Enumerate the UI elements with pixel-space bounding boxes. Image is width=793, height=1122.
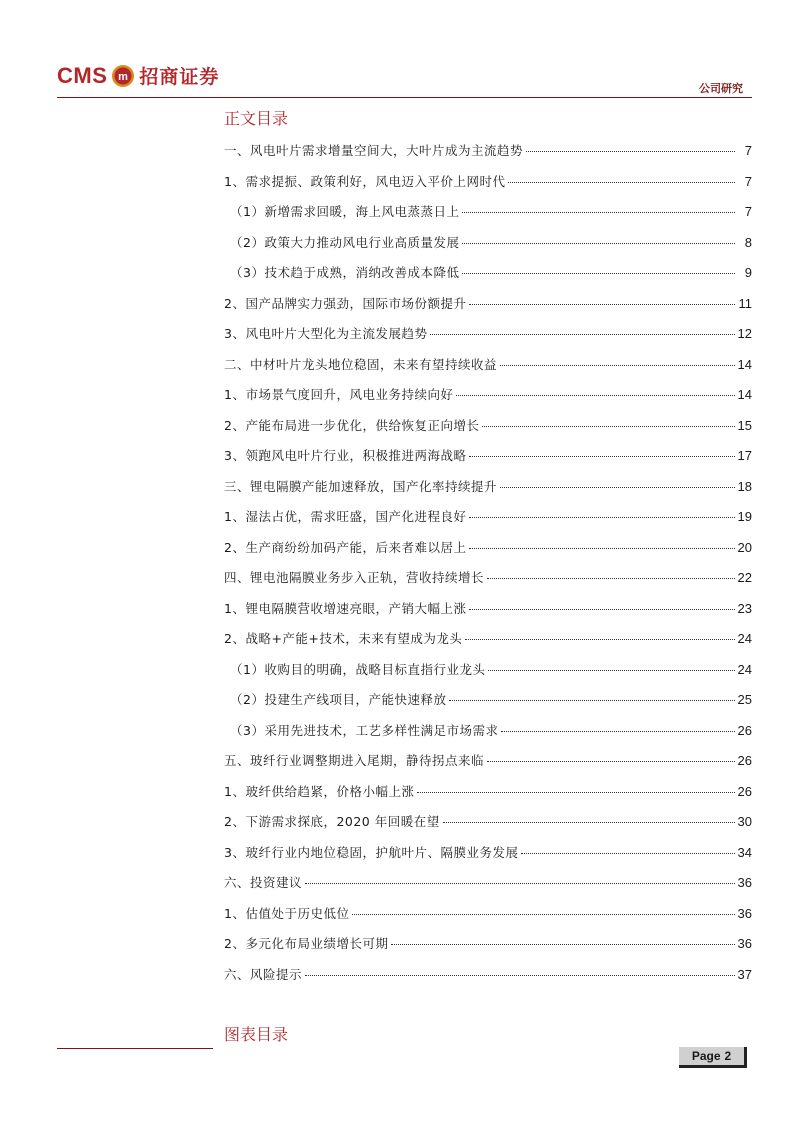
brand-logo [57,62,219,89]
toc-dot-leader [487,578,735,579]
toc-entry[interactable] [224,690,752,721]
footer-divider [57,1048,213,1049]
toc-dot-leader [469,517,734,518]
toc-dot-leader [526,151,735,152]
toc-entry-label: 二、中材叶片龙头地位稳固，未来有望持续收益 [224,356,498,372]
header-divider [57,97,752,98]
toc-entry-label: 1、市场景气度回升，风电业务持续向好 [224,387,454,402]
toc-dot-leader [469,548,734,549]
toc-entry-page: 36 [737,905,752,921]
toc-entry-label: 四、锂电池隔膜业务步入正轨，营收持续增长 [224,570,485,585]
toc-entry-page: 36 [737,875,752,890]
toc-entry-label: 3、领跑风电叶片行业，积极推进两海战略 [224,448,467,463]
toc-entry-label: 3、玻纤行业内地位稳固，护航叶片、隔膜业务发展 [224,844,519,860]
toc-entry-page: 24 [737,661,752,677]
toc-entry[interactable] [224,294,752,325]
svg-text:m: m [118,70,129,83]
toc-entry-page: 30 [737,814,752,829]
toc-entry-label: 六、风险提示 [224,966,303,982]
toc-entry[interactable] [224,568,752,599]
toc-dot-leader [352,914,734,915]
toc-entry[interactable] [224,416,752,447]
page-word: Page [691,1049,721,1063]
toc-dot-leader [462,212,735,213]
toc-entry[interactable] [224,934,752,965]
toc-entry-label: （1）新增需求回暖，海上风电蒸蒸日上 [230,204,460,219]
toc-entry-label: 1、玻纤供给趋紧，价格小幅上涨 [224,783,415,799]
page-header [0,0,793,100]
toc-dot-leader [488,670,734,671]
toc-entry-page: 20 [737,539,752,555]
toc-dot-leader [305,975,735,976]
logo-emblem-icon [111,64,135,88]
toc-entry[interactable] [224,355,752,386]
toc-entry-page: 7 [744,143,752,158]
toc-entry-page: 8 [744,234,752,250]
toc-dot-leader [443,822,735,823]
toc-entry[interactable] [224,599,752,630]
toc-entry[interactable] [224,538,752,569]
toc-dot-leader [430,334,734,335]
toc-title: 正文目录 [224,109,289,128]
toc-dot-leader [500,487,735,488]
toc-entry-label: 六、投资建议 [224,875,303,890]
toc-dot-leader [469,609,734,610]
toc-entry-page: 26 [737,722,752,738]
toc-dot-leader [521,853,734,854]
toc-entry-label: 3、风电叶片大型化为主流发展趋势 [224,326,428,341]
toc-entry[interactable] [224,629,752,660]
toc-entry-page: 12 [737,326,752,341]
page-number: 2 [724,1049,732,1063]
toc-entry[interactable] [224,507,752,538]
toc-dot-leader [500,365,735,366]
toc-dot-leader [305,883,735,884]
toc-entry[interactable] [224,446,752,477]
toc-dot-leader [391,944,734,945]
figure-list-title: 图表目录 [224,1025,289,1044]
toc-entry[interactable] [224,263,752,294]
toc-entry[interactable] [224,202,752,233]
toc-dot-leader [508,182,735,183]
toc-dot-leader [417,792,734,793]
toc-entry-label: 2、产能布局进一步优化，供给恢复正向增长 [224,417,480,433]
toc-dot-leader [456,395,734,396]
toc-dot-leader [462,243,735,244]
toc-entry-page: 7 [744,204,752,219]
toc-dot-leader [465,639,734,640]
toc-entry-label: 1、锂电隔膜营收增速亮眼，产销大幅上涨 [224,600,467,616]
toc-entry-label: （1）收购目的明确，战略目标直指行业龙头 [230,661,486,677]
toc-entry-page: 14 [737,356,752,372]
toc-entry[interactable] [224,324,752,355]
toc-entry-page: 34 [737,844,752,860]
toc-entry[interactable] [224,233,752,264]
toc-dot-leader [469,304,735,305]
toc-entry-label: 五、玻纤行业调整期进入尾期，静待拐点来临 [224,753,485,768]
toc-entry-label: 1、需求提振、政策利好，风电迈入平价上网时代 [224,173,506,189]
toc-entry[interactable] [224,812,752,843]
toc-dot-leader [487,761,735,762]
toc-entry-label: （2）投建生产线项目，产能快速释放 [230,692,447,707]
toc-entry-page: 14 [737,387,752,402]
logo-cn-text: 招商证券 [139,66,220,88]
toc-dot-leader [501,731,734,732]
doc-type-label: 公司研究 [699,82,743,95]
toc-entry-label: 一、风电叶片需求增量空间大，大叶片成为主流趋势 [224,143,524,158]
toc-entry[interactable] [224,782,752,813]
toc-entry-label: 1、估值处于历史低位 [224,905,350,921]
toc-entry[interactable] [224,721,752,752]
toc-entry[interactable] [224,904,752,935]
logo-cms-text: CMS [57,62,108,88]
page-number-box [679,1047,747,1068]
toc-entry-label: （3）技术趋于成熟，消纳改善成本降低 [230,265,460,280]
toc-entry[interactable] [224,843,752,874]
toc-dot-leader [462,273,735,274]
toc-entry-page: 17 [737,448,752,463]
toc-entry-page: 19 [737,509,752,524]
toc-entry-label: （2）政策大力推动风电行业高质量发展 [230,234,460,250]
toc-entry[interactable] [224,873,752,904]
toc-entry-page: 22 [737,570,752,585]
toc-entry-page: 37 [737,966,752,982]
toc-entry-page: 9 [744,265,752,280]
toc-entry-page: 26 [737,783,752,799]
toc-dot-leader [469,456,734,457]
toc-entry-label: 2、国产品牌实力强劲，国际市场份额提升 [224,295,467,311]
toc-entry-page: 24 [737,631,752,646]
toc-entry-page: 26 [737,753,752,768]
toc-entry-page: 23 [737,600,752,616]
toc-entry-label: （3）采用先进技术，工艺多样性满足市场需求 [230,722,499,738]
toc-entry[interactable] [224,141,752,172]
toc-entry-label: 2、多元化布局业绩增长可期 [224,936,389,951]
toc-entry[interactable] [224,660,752,691]
toc-entry[interactable] [224,172,752,203]
toc-entry[interactable] [224,965,752,996]
toc-entry-label: 2、战略+产能+技术，未来有望成为龙头 [224,631,463,646]
toc-entry-label: 三、锂电隔膜产能加速释放，国产化率持续提升 [224,478,498,494]
toc-entry-page: 18 [737,478,752,494]
toc-entry-label: 1、湿法占优，需求旺盛，国产化进程良好 [224,509,467,524]
toc-entry-page: 36 [737,936,752,951]
toc-entry[interactable] [224,751,752,782]
toc-entry-label: 2、下游需求探底，2020 年回暖在望 [224,814,440,829]
toc-entry[interactable] [224,385,752,416]
table-of-contents [224,141,752,995]
toc-dot-leader [449,700,734,701]
toc-entry[interactable] [224,477,752,508]
toc-entry-label: 2、生产商纷纷加码产能，后来者难以居上 [224,539,467,555]
toc-entry-page: 25 [737,692,752,707]
toc-entry-page: 15 [737,417,752,433]
toc-entry-page: 7 [744,173,752,189]
toc-entry-page: 11 [738,295,752,311]
toc-dot-leader [482,426,734,427]
